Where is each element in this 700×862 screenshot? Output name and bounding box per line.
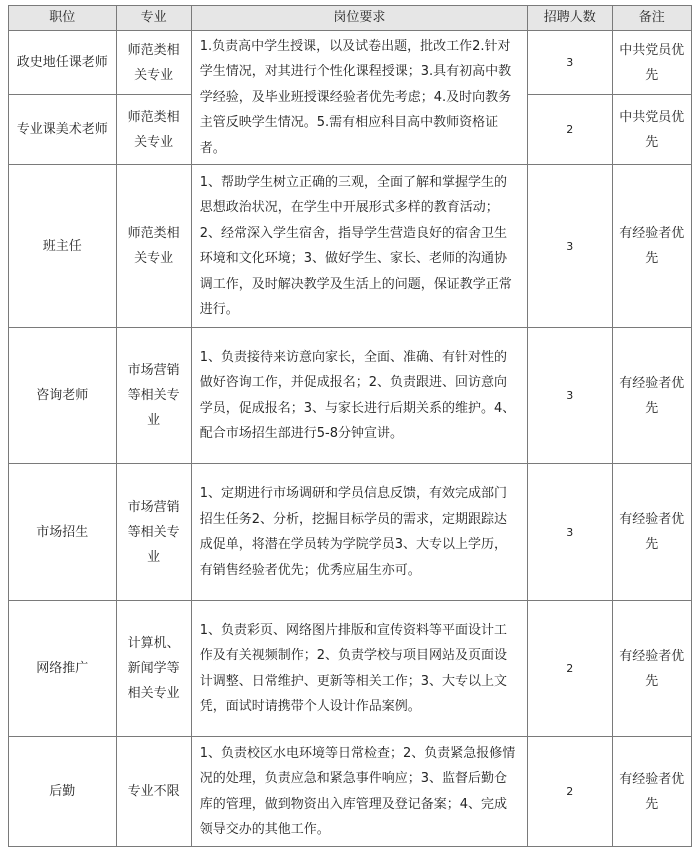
- requirements-cell: 1、负责彩页、网络图片排版和宣传资料等平面设计工作及有关视频制作；2、负责学校与项目网站及页面设计调整、日常维护、更新等相关工作；3、大专以上文凭，面试时请携带个人设计作品案例。: [191, 601, 527, 737]
- table-row: [9, 165, 692, 328]
- note-cell: 有经验者优先: [612, 328, 691, 464]
- note-cell: 中共党员优先: [612, 31, 691, 95]
- position-cell: 咨询老师: [9, 328, 117, 464]
- major-cell: 师范类相关专业: [116, 31, 191, 95]
- table-row: [9, 464, 692, 601]
- header-position: 职位: [9, 6, 117, 31]
- position-cell: 市场招生: [9, 464, 117, 601]
- note-cell: 有经验者优先: [612, 737, 691, 847]
- note-cell: 有经验者优先: [612, 601, 691, 737]
- header-row: [9, 6, 692, 31]
- requirements-cell: 1.负责高中学生授课，以及试卷出题，批改工作2.针对学生情况，对其进行个性化课程授课；3.具有初高中教学经验，及毕业班授课经验者优先考虑；4.及时向教务主管反映学生情况。5.需有相应科目高中教师资格证者。: [191, 31, 527, 165]
- requirements-cell: 1、负责校区水电环境等日常检查；2、负责紧急报修情况的处理，负责应急和紧急事件响应；3、监督后勤仓库的管理，做到物资出入库管理及登记备案；4、完成领导交办的其他工作。: [191, 737, 527, 847]
- note-cell: 中共党员优先: [612, 95, 691, 165]
- requirements-cell: 1、负责接待来访意向家长，全面、准确、有针对性的做好咨询工作，并促成报名；2、负责跟进、回访意向学员，促成报名；3、与家长进行后期关系的维护。4、配合市场招生部进行5-8分钟宣讲。: [191, 328, 527, 464]
- position-cell: 后勤: [9, 737, 117, 847]
- position-cell: 专业课美术老师: [9, 95, 117, 165]
- position-cell: 班主任: [9, 165, 117, 328]
- table-row: [9, 737, 692, 847]
- count-cell: 2: [528, 737, 613, 847]
- major-cell: 专业不限: [116, 737, 191, 847]
- table-row: [9, 31, 692, 95]
- count-cell: 2: [528, 95, 613, 165]
- major-cell: 市场营销等相关专业: [116, 328, 191, 464]
- table-row: [9, 328, 692, 464]
- major-cell: 师范类相关专业: [116, 95, 191, 165]
- major-cell: 计算机、新闻学等相关专业: [116, 601, 191, 737]
- header-count: 招聘人数: [528, 6, 613, 31]
- count-cell: 3: [528, 464, 613, 601]
- recruitment-table: [8, 5, 692, 847]
- count-cell: 3: [528, 31, 613, 95]
- position-cell: 政史地任课老师: [9, 31, 117, 95]
- requirements-cell: 1、定期进行市场调研和学员信息反馈，有效完成部门招生任务2、分析，挖掘目标学员的需求，定期跟踪达成促单，将潜在学员转为学院学员3、大专以上学历，有销售经验者优先；优秀应届生亦可。: [191, 464, 527, 601]
- requirements-cell: 1、帮助学生树立正确的三观，全面了解和掌握学生的思想政治状况，在学生中开展形式多样的教育活动；2、经常深入学生宿舍，指导学生营造良好的宿舍卫生环境和文化环境；3、做好学生、家长、老师的沟通协调工作，及时解决教学及生活上的问题，保证教学正常进行。: [191, 165, 527, 328]
- table-row: [9, 601, 692, 737]
- position-cell: 网络推广: [9, 601, 117, 737]
- major-cell: 市场营销等相关专业: [116, 464, 191, 601]
- note-cell: 有经验者优先: [612, 464, 691, 601]
- count-cell: 2: [528, 601, 613, 737]
- note-cell: 有经验者优先: [612, 165, 691, 328]
- count-cell: 3: [528, 328, 613, 464]
- major-cell: 师范类相关专业: [116, 165, 191, 328]
- count-cell: 3: [528, 165, 613, 328]
- header-note: 备注: [612, 6, 691, 31]
- header-major: 专业: [116, 6, 191, 31]
- header-requirements: 岗位要求: [191, 6, 527, 31]
